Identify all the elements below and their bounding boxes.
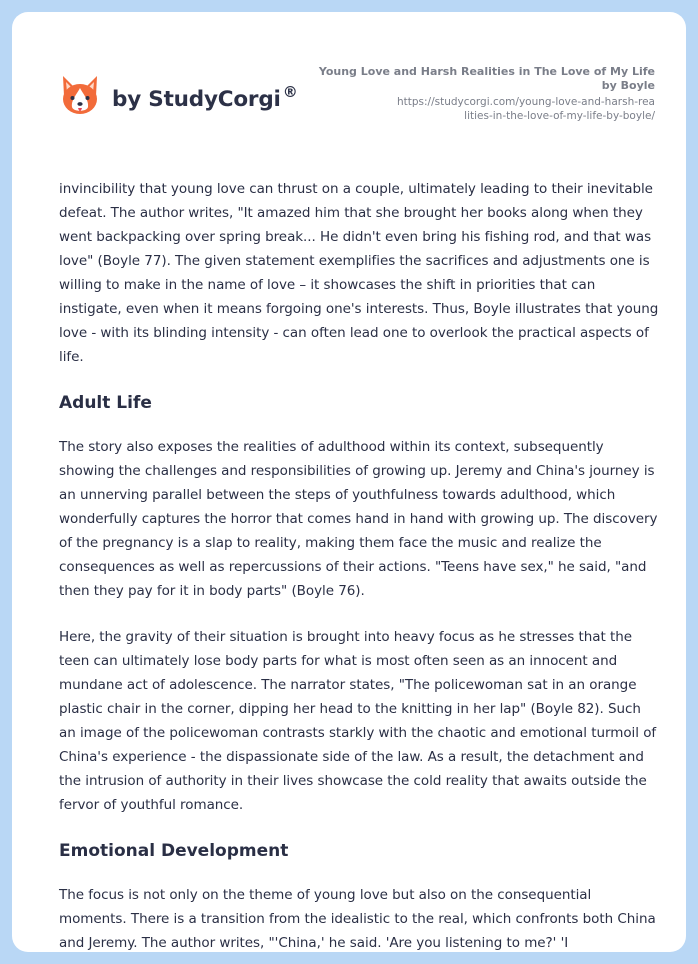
paragraph: Here, the gravity of their situation is brought into heavy focus as he stresses that the teen can ultimately lose body parts for what is most often seen as an innocent and mundane act of adolescence. The narrator states, "The policewoman sat in an orange plastic chair in the corner, dipping her head to the knitting in her lap" (Boyle 82). Such an image of the policewoman contrasts starkly with the chaotic and emotional turmoil of China's experience - the dispassionate side of the law. As a result, the detachment and the intrusion of authority in their lives showcase the cold reality that awaits outside the fervor of youthful romance.	[59, 629, 657, 813]
corgi-logo-icon	[60, 74, 100, 118]
logo-text: by StudyCorgi ®	[112, 82, 298, 112]
paragraph: The focus is not only on the theme of young love but also on the consequential moments. There is a transition from the idealistic to the real, which confronts both China and Jeremy. The author writes, "'China,' he said. 'Are you listening to me?' 'I	[59, 887, 656, 951]
essay-content	[59, 177, 659, 952]
document-url[interactable]: https://studycorgi.com/young-love-and-harsh-realities-in-the-love-of-my-life-by-boyle/	[396, 96, 655, 122]
studycorgi-logo[interactable]	[60, 74, 298, 118]
paragraph: invincibility that young love can thrust on a couple, ultimately leading to their inevitable defeat. The author writes, "It amazed him that she brought her books along when they went backpacking over spring break... He didn't even bring his fishing rod, and that was love" (Boyle 77). The given statement exemplifies the sacrifices and adjustments one is willing to make in the name of love – it showcases the shift in priorities that can instigate, even when it means forgoing one's interests. Thus, Boyle illustrates that young love - with its blinding intensity - can often lead one to overlook the practical aspects of life.	[59, 181, 659, 365]
section-heading-adult-life: Adult Life	[59, 393, 152, 413]
section-heading-emotional-development: Emotional Development	[59, 841, 289, 861]
document-title: Young Love and Harsh Realities in The Love of My Life by Boyle	[318, 65, 655, 92]
registered-mark: ®	[282, 82, 298, 101]
paragraph: The story also exposes the realities of adulthood within its context, subsequently showing the challenges and responsibilities of growing up. Jeremy and China's journey is an unnerving parallel between the steps of youthfulness towards adulthood, which wonderfully captures the horror that comes hand in hand with growing up. The discovery of the pregnancy is a slap to reality, making them face the music and realize the consequences as well as repercussions of their actions. "Teens have sex," he said, "and then they pay for it in body parts" (Boyle 76).	[59, 439, 658, 599]
document-meta	[305, 65, 655, 123]
page-header	[12, 12, 686, 162]
document-page	[12, 12, 686, 952]
